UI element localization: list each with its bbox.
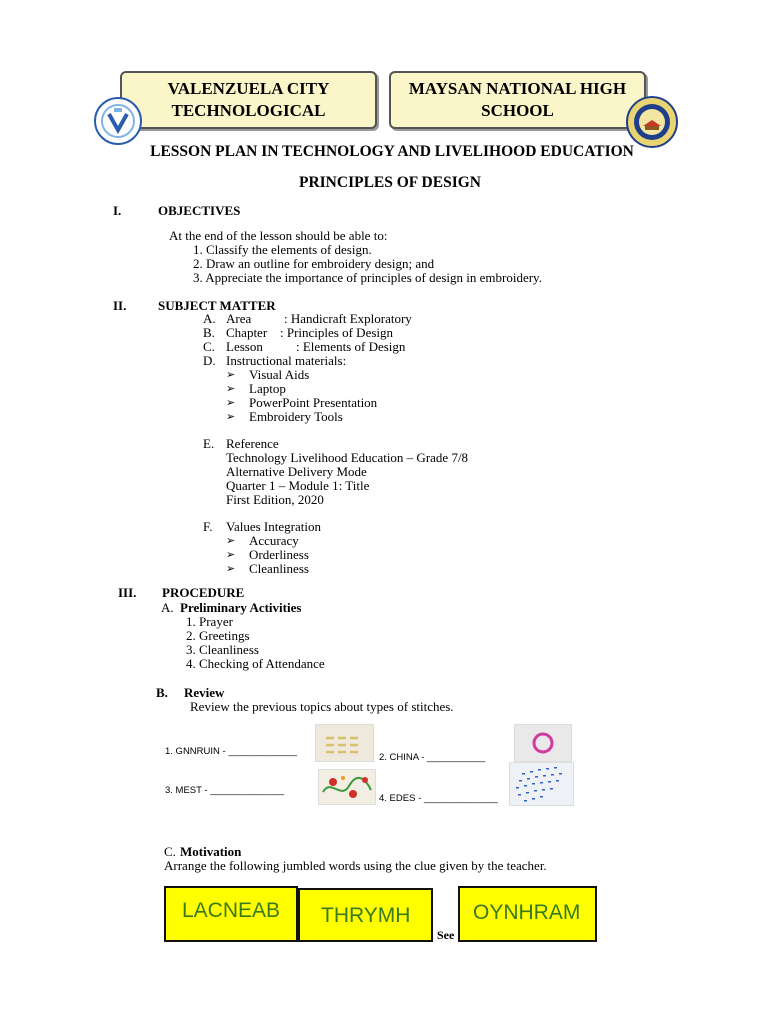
left-school-logo [92, 96, 144, 146]
preliminary-letter: A. [161, 600, 174, 615]
subject-letter: A. [203, 311, 216, 326]
chain-stitch-image [514, 724, 572, 762]
stitch-question: 1. GNNRUIN - _____________ [165, 746, 298, 757]
jumbled-word-box [298, 888, 433, 942]
arrow-bullet-icon: ➢ [226, 369, 236, 381]
arrow-bullet-icon: ➢ [226, 383, 236, 395]
motivation-letter: C. [164, 844, 176, 859]
objectives-number: I. [113, 203, 122, 218]
jumbled-word-box [458, 886, 597, 942]
objectives-intro: At the end of the lesson should be able to: [169, 228, 388, 243]
material-item: Visual Aids [249, 367, 310, 382]
subject-value: : Principles of Design [280, 325, 394, 340]
right-school-line2: SCHOOL [481, 101, 554, 120]
jumbled-word: THRYMH [321, 904, 411, 927]
preliminary-heading: Preliminary Activities [180, 600, 302, 615]
material-item: Laptop [249, 381, 286, 396]
stitch-question: 4. EDES - ______________ [379, 793, 498, 804]
reference-letter: E. [203, 436, 215, 451]
reference-line: Alternative Delivery Mode [226, 464, 367, 479]
subject-matter-heading: SUBJECT MATTER [158, 298, 276, 313]
stem-stitch-image [318, 769, 376, 805]
objectives-heading: OBJECTIVES [158, 203, 241, 218]
seed-stitch-image [509, 762, 574, 806]
review-letter: B. [156, 685, 168, 700]
value-item: Orderliness [249, 547, 309, 562]
arrow-bullet-icon: ➢ [226, 535, 236, 547]
review-text: Review the previous topics about types of stitches. [190, 699, 454, 714]
materials-label: Instructional materials: [226, 353, 347, 368]
jumbled-word-box [164, 886, 298, 942]
subject-value: : Handicraft Exploratory [284, 311, 412, 326]
see-text: See [437, 928, 455, 942]
objective-item: 3. Appreciate the importance of principles of design in embroidery. [193, 270, 542, 285]
arrow-bullet-icon: ➢ [226, 411, 236, 423]
stitch-question: 2. CHINA - ___________ [379, 752, 486, 763]
page-title: LESSON PLAN IN TECHNOLOGY AND LIVELIHOOD EDUCATION [150, 143, 634, 160]
motivation-text: Arrange the following jumbled words using the clue given by the teacher. [164, 858, 547, 873]
left-school-line1: VALENZUELA CITY [167, 79, 330, 98]
material-item: PowerPoint Presentation [249, 395, 378, 410]
materials-letter: D. [203, 353, 216, 368]
arrow-bullet-icon: ➢ [226, 549, 236, 561]
left-school-line2: TECHNOLOGICAL [171, 101, 326, 120]
subject-letter: B. [203, 325, 215, 340]
jumbled-word: OYNHRAM [473, 901, 581, 924]
left-school-box [120, 71, 377, 129]
arrow-bullet-icon: ➢ [226, 563, 236, 575]
reference-line: Technology Livelihood Education – Grade 7/8 [226, 450, 469, 465]
reference-line: Quarter 1 – Module 1: Title [226, 478, 370, 493]
value-item: Accuracy [249, 533, 299, 548]
reference-line: First Edition, 2020 [226, 492, 324, 507]
preliminary-item: 3. Cleanliness [186, 642, 259, 657]
arrow-bullet-icon: ➢ [226, 397, 236, 409]
objective-item: 2. Draw an outline for embroidery design; and [193, 256, 435, 271]
right-school-box [389, 71, 646, 129]
subject-matter-number: II. [113, 298, 127, 313]
subject-value: : Elements of Design [296, 339, 406, 354]
motivation-heading: Motivation [180, 844, 242, 859]
preliminary-item: 4. Checking of Attendance [186, 656, 325, 671]
procedure-heading: PROCEDURE [162, 585, 245, 600]
page-subtitle: PRINCIPLES OF DESIGN [298, 174, 481, 191]
review-heading: Review [184, 685, 225, 700]
material-item: Embroidery Tools [249, 409, 343, 424]
preliminary-item: 2. Greetings [186, 628, 250, 643]
preliminary-item: 1. Prayer [186, 614, 233, 629]
values-letter: F. [203, 519, 213, 534]
subject-label: Area [226, 311, 252, 326]
subject-label: Lesson [226, 339, 263, 354]
procedure-number: III. [118, 585, 137, 600]
stitch-question: 3. MEST - ______________ [165, 785, 285, 796]
subject-label: Chapter [226, 325, 268, 340]
right-school-line1: MAYSAN NATIONAL HIGH [408, 79, 627, 98]
objective-item: 1. Classify the elements of design. [193, 242, 372, 257]
values-label: Values Integration [226, 519, 321, 534]
jumbled-word: LACNEAB [182, 899, 281, 922]
right-school-logo [624, 96, 680, 148]
value-item: Cleanliness [249, 561, 309, 576]
reference-label: Reference [226, 436, 279, 451]
running-stitch-image [315, 724, 374, 762]
subject-letter: C. [203, 339, 215, 354]
